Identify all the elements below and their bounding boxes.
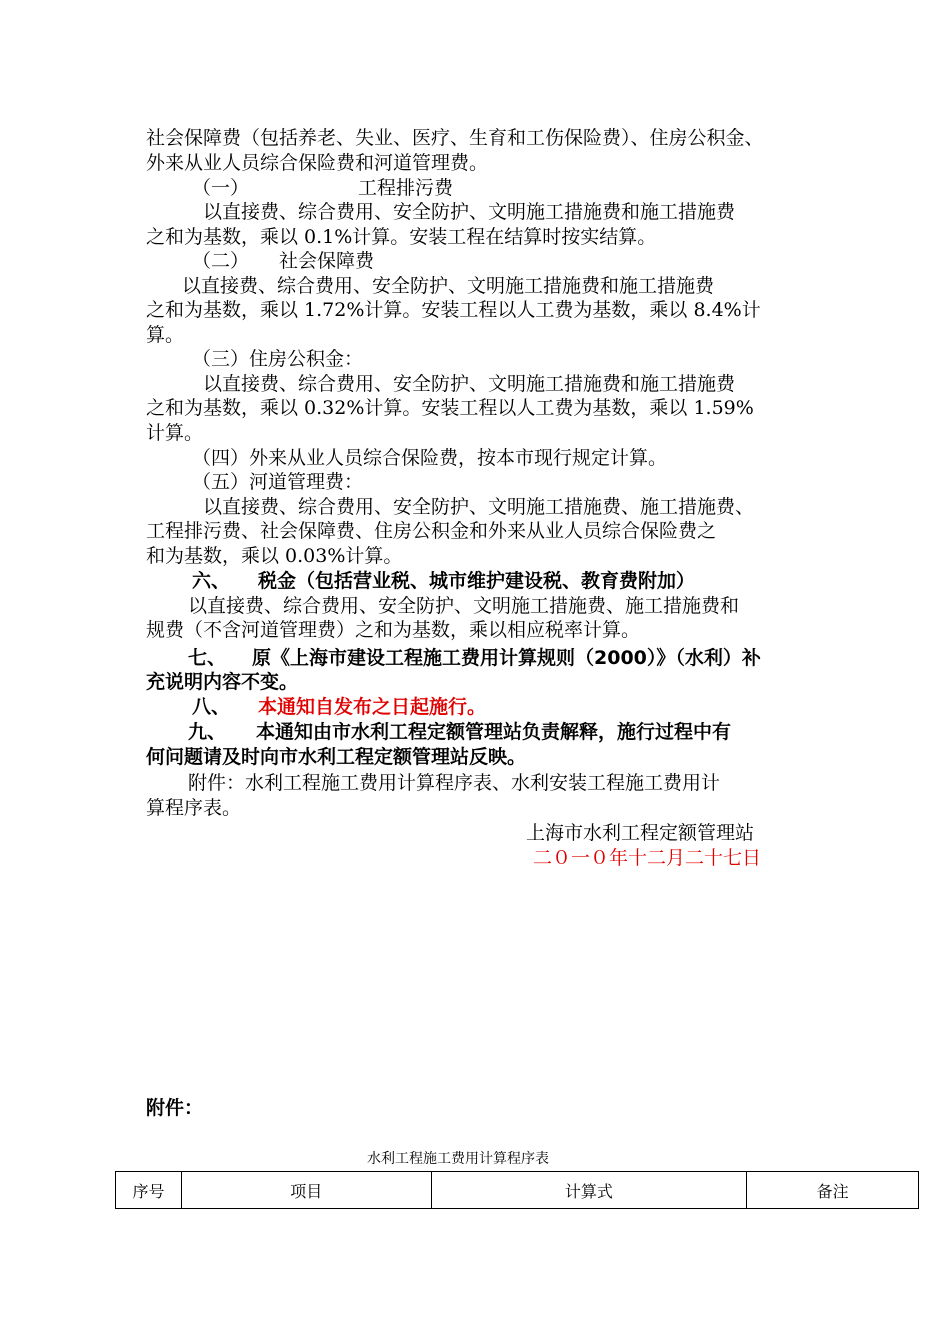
- body-line: 以直接费、综合费用、安全防护、文明施工措施费和施工措施费: [182, 275, 715, 297]
- body-line: 之和为基数，乘以 0.32%计算。安装工程以人工费为基数，乘以 1.59%: [146, 397, 754, 419]
- signature-date: 二０一０年十二月二十七日: [533, 847, 762, 869]
- procedure-table: [115, 1171, 919, 1209]
- item-text: 何问题请及时向市水利工程定额管理站反映。: [146, 746, 527, 768]
- table-header-row: [116, 1172, 919, 1209]
- body-line: 以直接费、综合费用、安全防护、文明施工措施费和施工措施费: [203, 201, 736, 223]
- body-line: 和为基数，乘以 0.03%计算。: [146, 545, 403, 567]
- attachment-note: 附件：水利工程施工费用计算程序表、水利安装工程施工费用计: [188, 772, 721, 794]
- body-line: 之和为基数，乘以 1.72%计算。安装工程以人工费为基数，乘以 8.4%计: [146, 299, 761, 321]
- section-heading: （四）外来从业人员综合保险费，按本市现行规定计算。: [192, 447, 668, 469]
- item-text: 原《上海市建设工程施工费用计算规则（2000）》（水利）补: [252, 647, 761, 669]
- body-line: 之和为基数，乘以 0.1%计算。安装工程在结算时按实结算。: [146, 226, 657, 248]
- body-line: 以直接费、综合费用、安全防护、文明施工措施费、施工措施费和: [188, 595, 740, 617]
- body-line: 外来从业人员综合保险费和河道管理费。: [146, 152, 489, 174]
- section-heading: （三）住房公积金：: [192, 348, 364, 370]
- body-line: 工程排污费、社会保障费、住房公积金和外来从业人员综合保险费之: [146, 520, 717, 542]
- item-text: 本通知由市水利工程定额管理站负责解释，施行过程中有: [256, 721, 732, 743]
- signature-org: 上海市水利工程定额管理站: [526, 822, 755, 844]
- table-caption: 水利工程施工费用计算程序表: [367, 1151, 549, 1167]
- body-line: 规费（不含河道管理费）之和为基数，乘以相应税率计算。: [146, 619, 641, 641]
- item-text: 充说明内容不变。: [146, 671, 299, 693]
- item-title: 税金（包括营业税、城市维护建设税、教育费附加）: [258, 570, 696, 592]
- item-number: 八、: [192, 696, 231, 718]
- body-line: 以直接费、综合费用、安全防护、文明施工措施费和施工措施费: [203, 373, 736, 395]
- section-number: （二）: [192, 250, 250, 272]
- section-title: 工程排污费: [358, 177, 454, 199]
- section-number: （一）: [192, 177, 250, 199]
- header-cell-formula: 计算式: [431, 1172, 747, 1209]
- attachment-heading: 附件：: [146, 1097, 204, 1119]
- section-heading: （五）河道管理费：: [192, 471, 364, 493]
- item-number: 七、: [188, 647, 227, 669]
- header-cell-index: 序号: [116, 1172, 182, 1209]
- item-number: 六、: [192, 570, 231, 592]
- body-line: 计算。: [146, 422, 204, 444]
- item-number: 九、: [188, 721, 227, 743]
- header-cell-remarks: 备注: [747, 1172, 919, 1209]
- section-title: 社会保障费: [279, 250, 375, 272]
- body-line: 社会保障费（包括养老、失业、医疗、生育和工伤保险费）、住房公积金、: [146, 127, 764, 149]
- body-line: 算。: [146, 324, 185, 346]
- header-cell-item: 项目: [181, 1172, 431, 1209]
- effective-notice: 本通知自发布之日起施行。: [258, 696, 487, 718]
- attachment-note: 算程序表。: [146, 797, 242, 819]
- body-line: 以直接费、综合费用、安全防护、文明施工措施费、施工措施费、: [203, 496, 755, 518]
